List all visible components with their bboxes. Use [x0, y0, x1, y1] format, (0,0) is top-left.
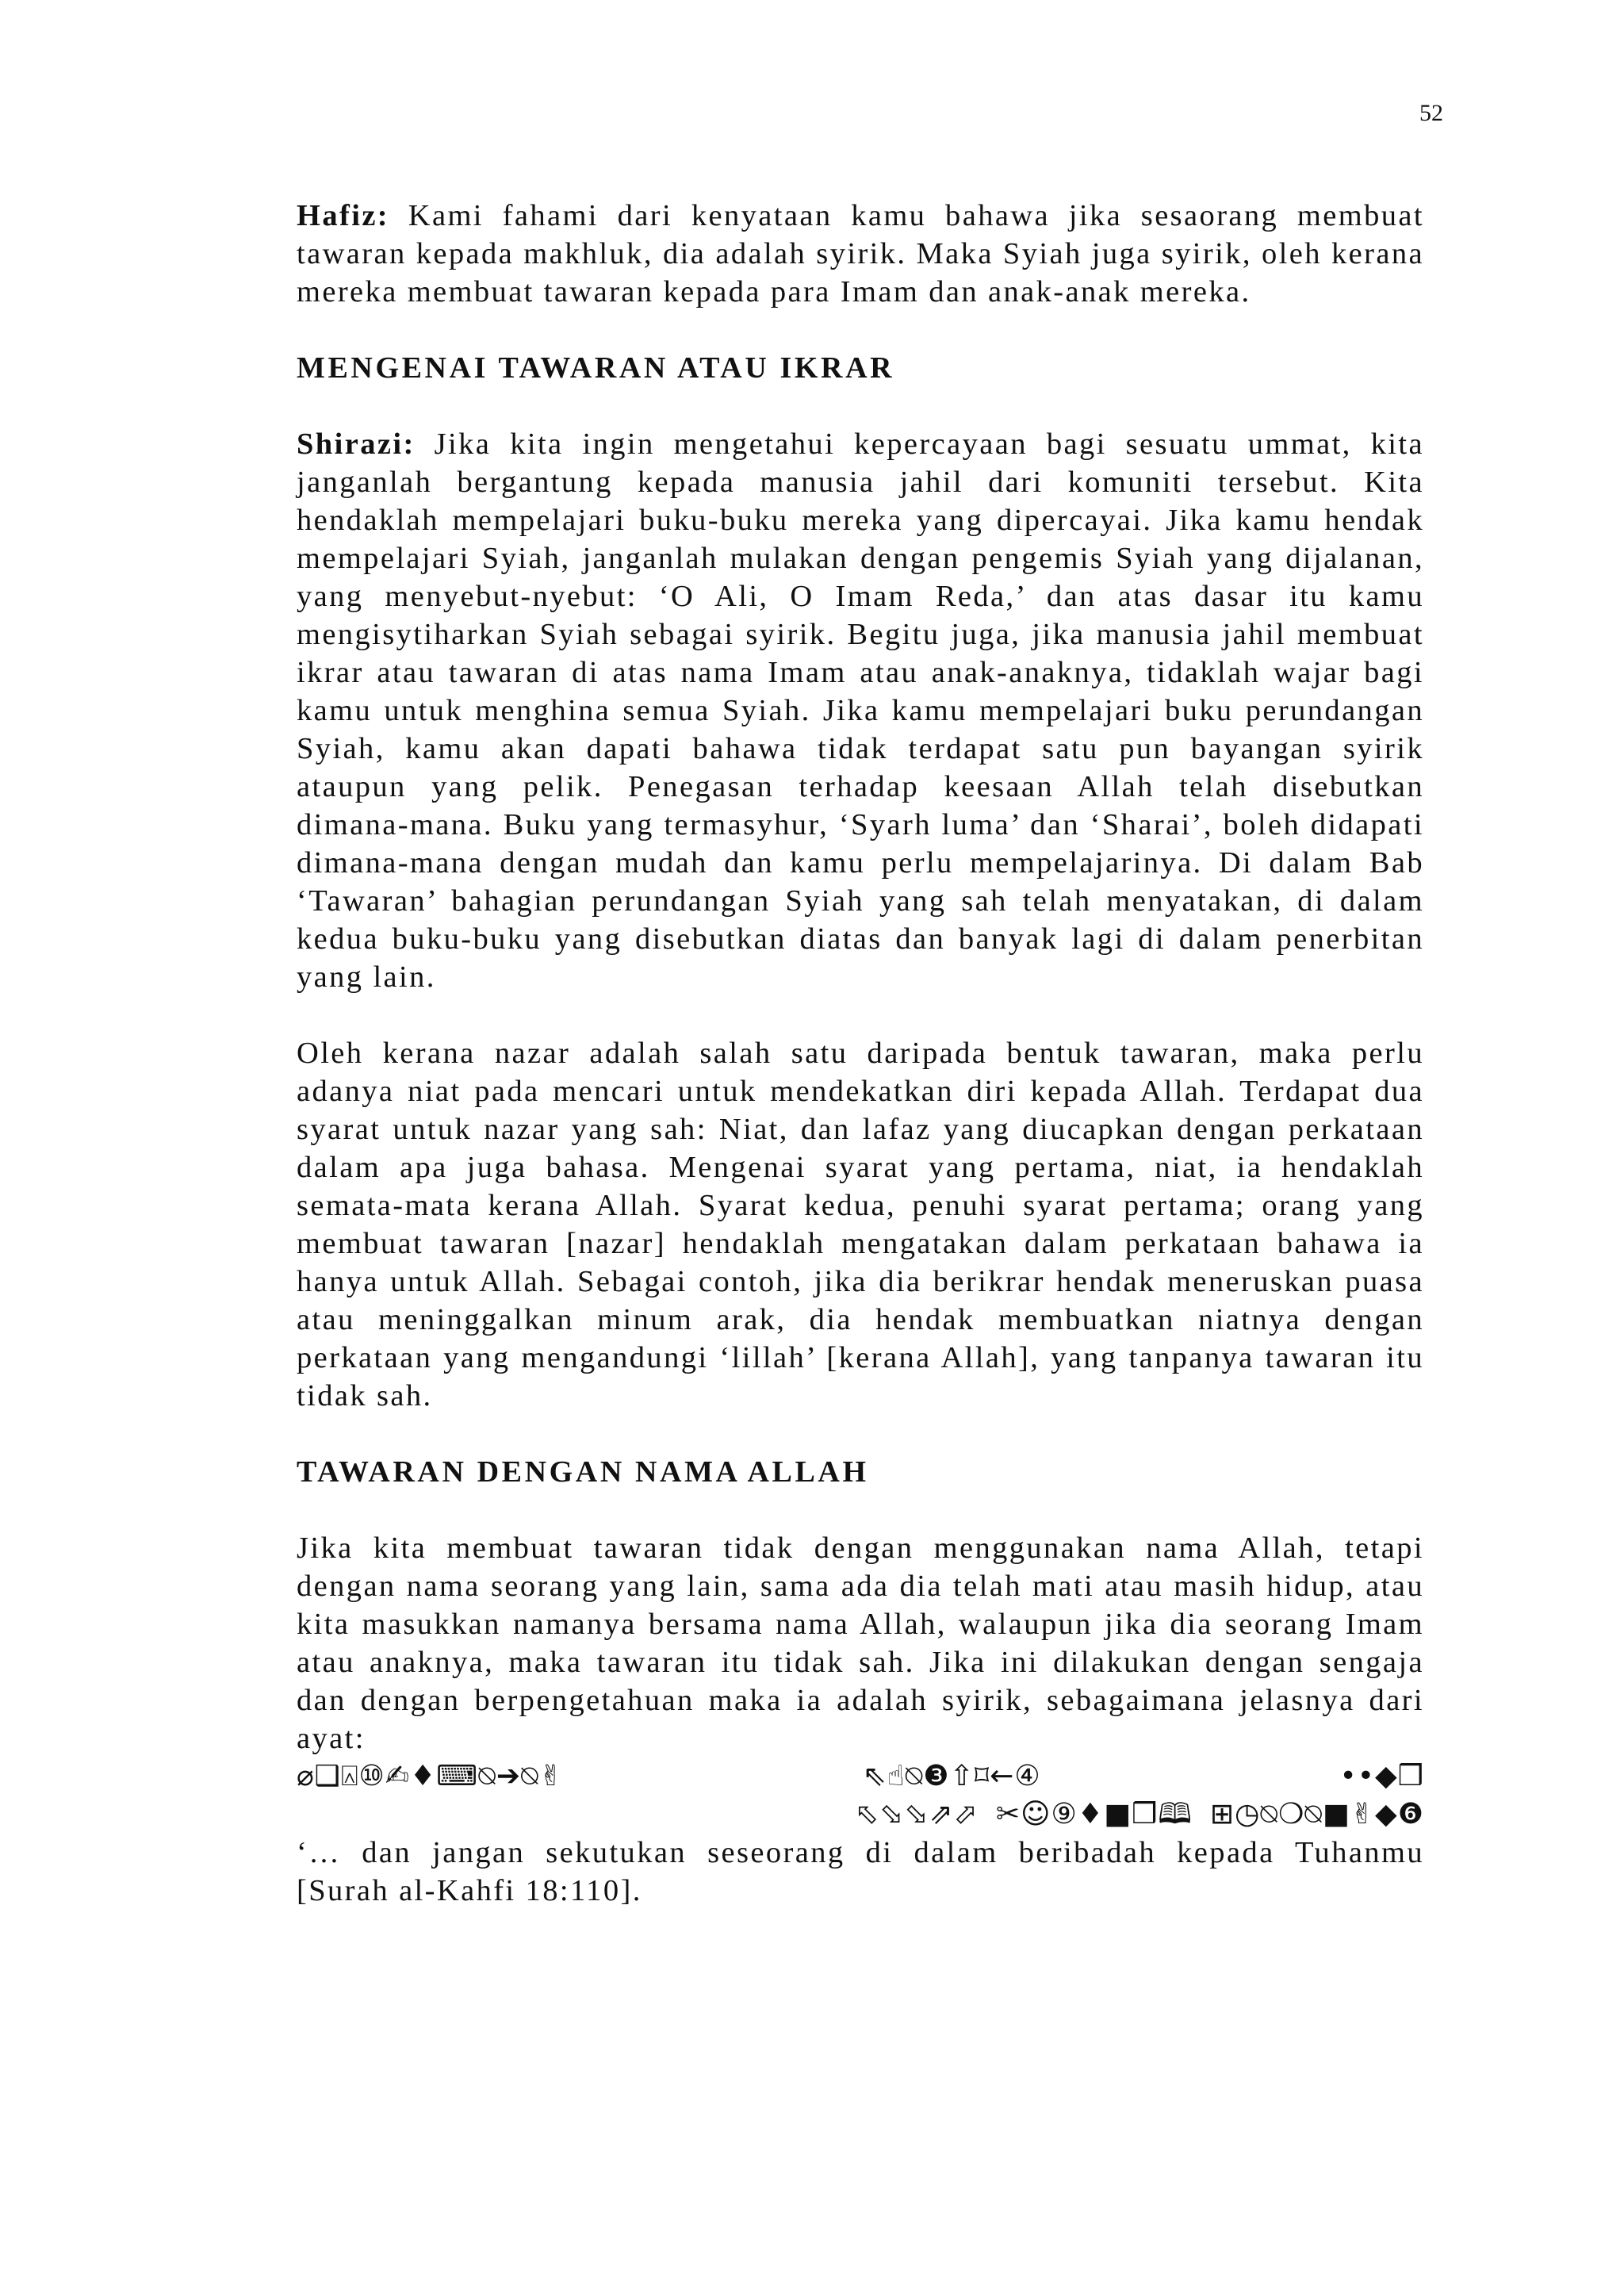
- section-heading: MENGENAI TAWARAN ATAU IKRAR: [297, 351, 895, 385]
- speaker-label: Shirazi:: [297, 427, 416, 461]
- verse-translation: ‘… dan jangan sekutukan seseorang di dalam beribadah kepada Tuhanmu [Surah al-Kahfi 18:110].: [297, 1836, 1424, 1907]
- paragraph-text: Kami fahami dari kenyataan kamu bahawa jika sesaorang membuat tawaran kepada makhluk, dia adalah syirik. Maka Syiah juga syirik, oleh kerana mereka membuat tawaran kepada para Imam dan anak-anak mereka.: [297, 199, 1424, 309]
- document-body: [297, 197, 1424, 1948]
- verse-dingbat-line: [297, 1757, 1424, 1796]
- verse-glyphs: ⊞◷⍉❍⍉■✌◆❻: [1209, 1798, 1424, 1830]
- verse-glyphs: ✂☺⑨♦■❒🕮: [995, 1798, 1193, 1830]
- section-heading: TAWARAN DENGAN NAMA ALLAH: [297, 1455, 869, 1489]
- verse-glyphs: ⇖☝⍉❸⇧⌑←④: [862, 1760, 1041, 1792]
- paragraph-nazar: Oleh kerana nazar adalah salah satu daripada bentuk tawaran, maka perlu adanya niat pada mencari untuk mendekatkan diri kepada Allah. Terdapat dua syarat untuk nazar yang sah: Niat, dan lafaz yang diucapkan dengan perkataan dalam apa juga bahasa. Mengenai syarat yang pertama, niat, ia hendaklah semata-mata kerana Allah. Syarat kedua, penuhi syarat pertama; orang yang membuat tawaran [nazar] hendaklah mengatakan dalam perkataan bahawa ia hanya untuk Allah. Sebagai contoh, jika dia berikrar hendak meneruskan puasa atau meninggalkan minum arak, dia hendak membuatkan niatnya dengan perkataan yang mengandungi ‘lillah’ [kerana Allah], yang tanpanya tawaran itu tidak sah.: [297, 1037, 1424, 1412]
- verse-dingbat-line: [297, 1796, 1424, 1834]
- paragraph-hafiz: [297, 197, 1424, 311]
- speaker-label: Hafiz:: [297, 199, 390, 232]
- paragraph-shirazi: [297, 425, 1424, 996]
- verse-glyphs: ••◆❒: [1339, 1760, 1424, 1792]
- verse-glyphs: ⌀❑⍓⑩✍♦⌨⍉➔⍉✌: [297, 1760, 564, 1792]
- paragraph-tawaran: Jika kita membuat tawaran tidak dengan menggunakan nama Allah, tetapi dengan nama seorang yang lain, sama ada dia telah mati atau masih hidup, atau kita masukkan namanya bersama nama Allah, walaupun jika dia seorang Imam atau anaknya, maka tawaran itu tidak sah. Jika ini dilakukan dengan sengaja dan dengan berpengetahuan maka ia adalah syirik, sebagaimana jelasnya dari ayat:: [297, 1531, 1424, 1755]
- page-number: 52: [1419, 100, 1443, 126]
- verse-glyphs: ⬁⬂⬂⇗⬀: [855, 1798, 979, 1830]
- paragraph-text: Jika kita ingin mengetahui kepercayaan bagi sesuatu ummat, kita janganlah bergantung kepada manusia jahil dari komuniti tersebut. Kita hendaklah mempelajari buku-buku mereka yang dipercayai. Jika kamu hendak mempelajari Syiah, janganlah mulakan dengan pengemis Syiah yang dijalanan, yang menyebut-nyebut: ‘O Ali, O Imam Reda,’ dan atas dasar itu kamu mengisytiharkan Syiah sebagai syirik. Begitu juga, jika manusia jahil membuat ikrar atau tawaran di atas nama Imam atau anak-anaknya, tidaklah wajar bagi kamu untuk menghina semua Syiah. Jika kamu mempelajari buku perundangan Syiah, kamu akan dapati bahawa tidak terdapat satu pun bayangan syirik ataupun yang pelik. Penegasan terhadap keesaan Allah telah disebutkan dimana-mana. Buku yang termasyhur, ‘Syarh luma’ dan ‘Sharai’, boleh didapati dimana-mana dengan mudah dan kamu perlu mempelajarinya. Di dalam Bab ‘Tawaran’ bahagian perundangan Syiah yang sah telah menyatakan, di dalam kedua buku-buku yang disebutkan diatas dan banyak lagi di dalam penerbitan yang lain.: [297, 427, 1424, 994]
